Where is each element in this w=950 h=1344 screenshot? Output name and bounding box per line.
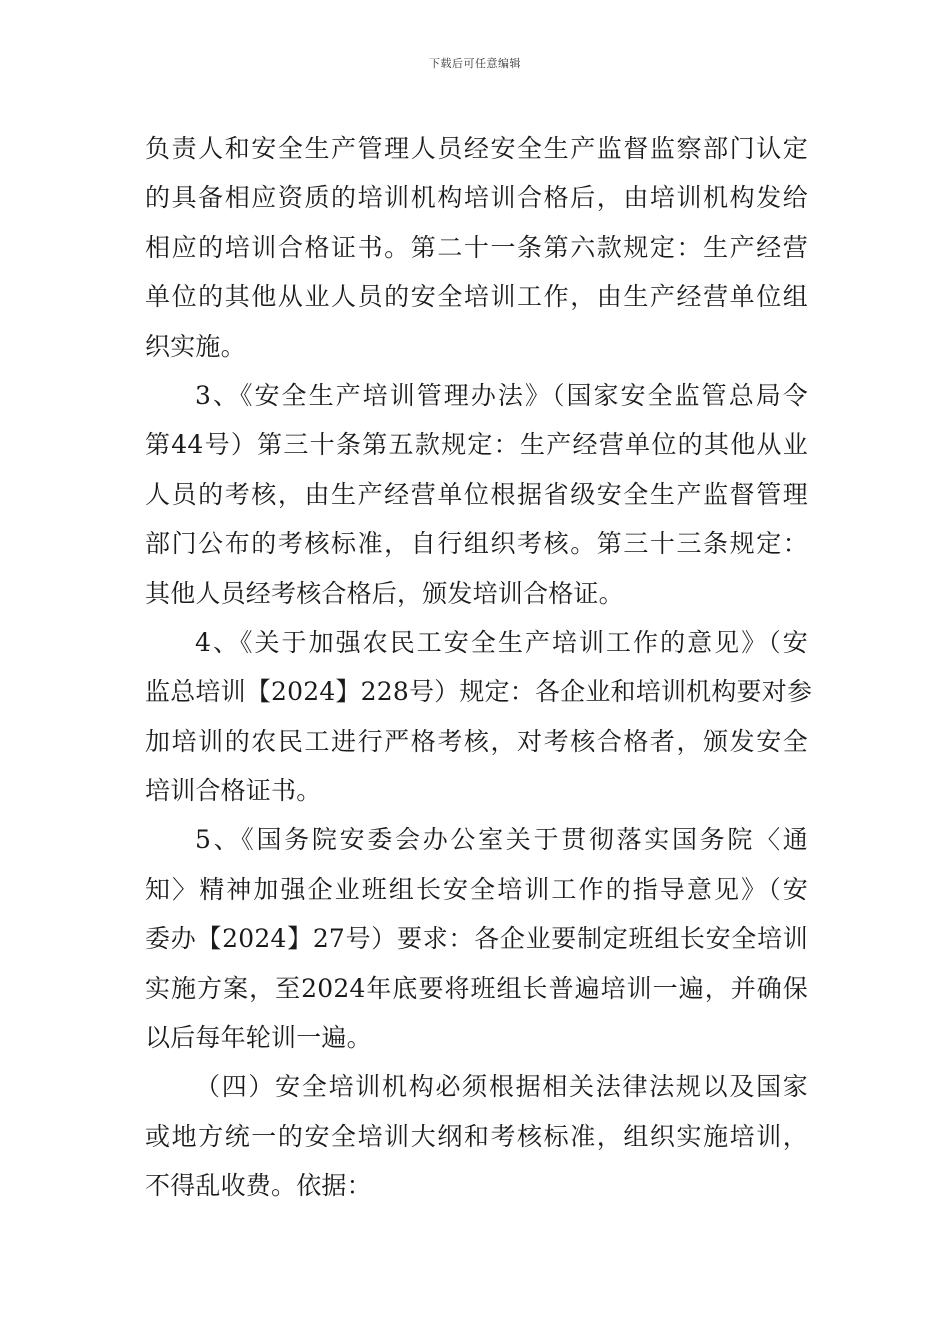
text-line: 知〉精神加强企业班组长安全培训工作的指导意见》（安: [145, 874, 808, 904]
text-line: 监总培训【2024】228号）规定：各企业和培训机构要对参: [145, 677, 813, 707]
text-line: 织实施。: [145, 331, 246, 361]
text-line: 的具备相应资质的培训机构培训合格后，由培训机构发给: [145, 183, 808, 213]
text-line: （四）安全培训机构必须根据相关法律法规以及国家: [195, 1072, 808, 1102]
text-line: 人员的考核，由生产经营单位根据省级安全生产监督管理: [145, 479, 808, 509]
text-line: 委办【2024】27号）要求：各企业要制定班组长安全培训: [145, 924, 808, 954]
text-line: 相应的培训合格证书。第二十一条第六款规定：生产经营: [145, 232, 808, 262]
text-line: 加培训的农民工进行严格考核，对考核合格者，颁发安全: [145, 726, 808, 756]
text-line: 或地方统一的安全培训大纲和考核标准，组织实施培训，: [145, 1121, 808, 1151]
text-line: 3、《安全生产培训管理办法》（国家安全监管总局令: [195, 380, 808, 410]
text-line: 以后每年轮训一遍。: [145, 1023, 372, 1053]
text-line: 第44号）第三十条第五款规定：生产经营单位的其他从业: [145, 430, 808, 460]
text-line: 培训合格证书。: [145, 776, 322, 806]
text-line: 其他人员经考核合格后，颁发培训合格证。: [145, 578, 624, 608]
text-line: 单位的其他从业人员的安全培训工作，由生产经营单位组: [145, 282, 808, 312]
page-header-note: 下载后可任意编辑: [429, 57, 521, 70]
document-body: [145, 124, 813, 1211]
text-line: 实施方案，至2024年底要将班组长普遍培训一遍，并确保: [145, 973, 808, 1003]
text-line: 不得乱收费。依据：: [145, 1171, 372, 1201]
text-line: 部门公布的考核标准，自行组织考核。第三十三条规定：: [145, 529, 808, 559]
text-line: 负责人和安全生产管理人员经安全生产监督监察部门认定: [145, 134, 808, 163]
text-line: 4、《关于加强农民工安全生产培训工作的意见》（安: [195, 627, 808, 657]
text-line: 5、《国务院安委会办公室关于贯彻落实国务院〈通: [195, 825, 808, 855]
